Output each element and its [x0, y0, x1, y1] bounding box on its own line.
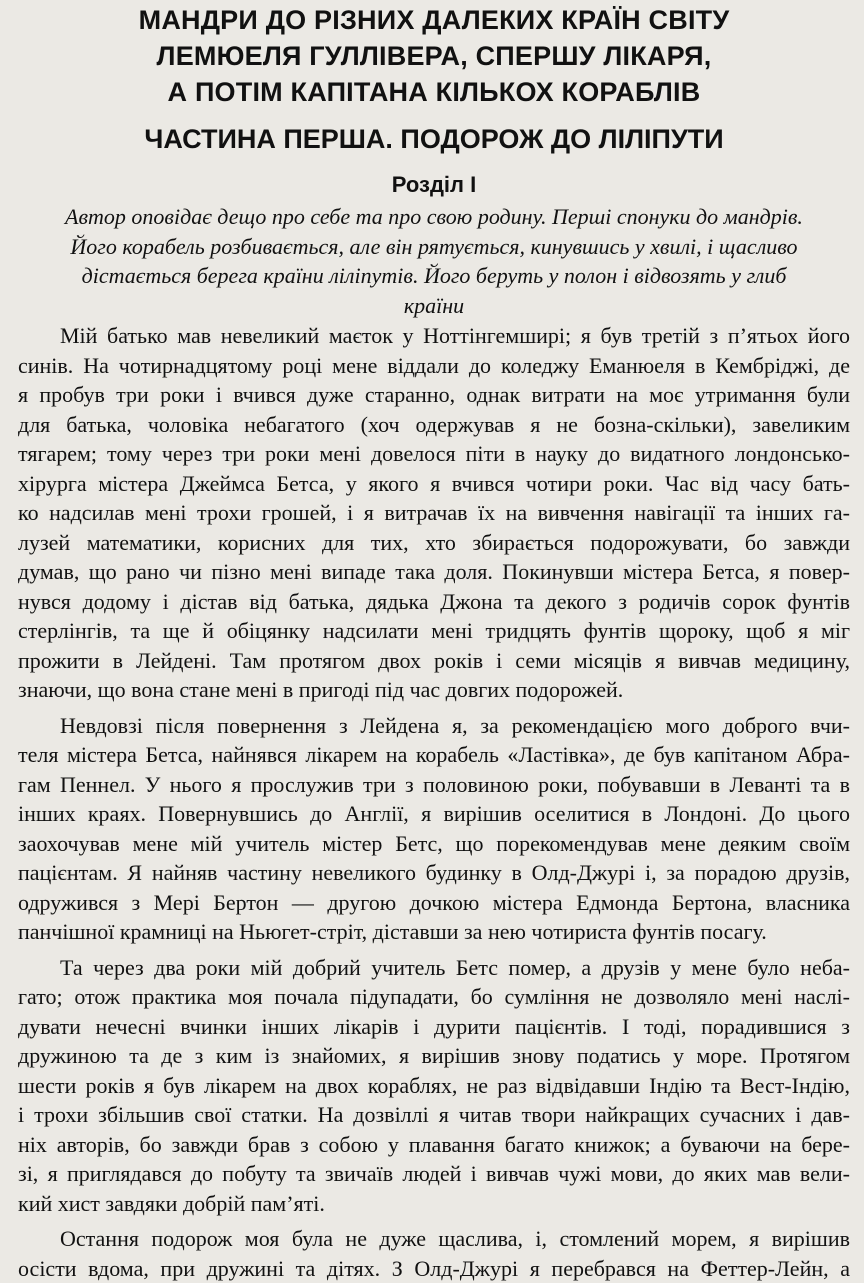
paragraph-line: синів. На чотирнадцятому році мене віддали до коледжу Еманюеля в Кембріджі, де — [18, 351, 850, 381]
paragraph-line: і трохи збільшив свої статки. На дозвіллі я читав твори найкращих сучасних і дав- — [18, 1100, 850, 1130]
paragraph-line: ко надсилав мені трохи грошей, і я витрачав їх на вивчення навігації та інших га- — [18, 498, 850, 528]
paragraph-line: для батька, чоловіка небагатого (хоч одержував я не бозна-скільки), завеликим — [18, 410, 850, 440]
book-title-line: ЛЕМЮЕЛЯ ГУЛЛІВЕРА, СПЕРШУ ЛІКАРЯ, — [18, 38, 850, 74]
paragraph-line: дувати нечесні вчинки інших лікарів і дурити пацієнтів. І тоді, порадившися з — [18, 1012, 850, 1042]
paragraph-line: нувся додому і дістав від батька, дядька Джона та декого з родичів сорок фунтів — [18, 587, 850, 617]
chapter-summary — [18, 202, 850, 320]
part-title: ЧАСТИНА ПЕРША. ПОДОРОЖ ДО ЛІЛІПУТИ — [18, 120, 850, 158]
paragraph-line: теля містера Бетса, найнявся лікарем на корабель «Ластівка», де був капітаном Абра- — [18, 740, 850, 770]
summary-line: дістається берега країни ліліпутів. Його беруть у полон і відвозять у глиб — [18, 261, 850, 291]
paragraph-line: осісти вдома, при дружині та дітях. З Олд-Джурі я перебрався на Феттер-Лейн, а — [18, 1254, 850, 1283]
body-paragraph — [18, 1224, 850, 1283]
paragraph-line: прожити в Лейдені. Там протягом двох років і семи місяців я вивчав медицину, — [18, 646, 850, 676]
paragraph-line: лузей математики, корисних для тих, хто збирається подорожувати, бо завжди — [18, 528, 850, 558]
paragraph-line: Мій батько мав невеликий маєток у Ноттінгемширі; я був третій з п’ятьох його — [18, 321, 850, 351]
body-paragraph — [18, 321, 850, 705]
paragraph-line: заохочував мене мій учитель містер Бетс, що порекомендував мене деяким своїм — [18, 829, 850, 859]
paragraph-line: пацієнтам. Я найняв частину невеликого будинку в Олд-Джурі і, за порадою друзів, — [18, 858, 850, 888]
body-paragraph — [18, 711, 850, 947]
paragraph-line: інших краях. Повернувшись до Англії, я вирішив оселитися в Лондоні. До цього — [18, 799, 850, 829]
paragraph-line: знаючи, що вона стане мені в пригоді під час довгих подорожей. — [18, 675, 850, 705]
book-title-line: А ПОТІМ КАПІТАНА КІЛЬКОХ КОРАБЛІВ — [18, 74, 850, 110]
paragraph-line: думав, що рано чи пізно мені випаде така доля. Покинувши містера Бетса, я повер- — [18, 557, 850, 587]
body-paragraph — [18, 953, 850, 1219]
summary-line: країни — [18, 291, 850, 321]
body-text — [18, 321, 850, 1283]
book-title — [18, 2, 850, 110]
paragraph-line: тягарем; тому через три роки мені довелося піти в науку до видатного лондонсько- — [18, 439, 850, 469]
paragraph-line: шести років я був лікарем на двох кораблях, не раз відвідавши Індію та Вест-Індію, — [18, 1071, 850, 1101]
paragraph-line: зі, я приглядався до побуту та звичаїв людей і вивчав чужі мови, до яких мав вели- — [18, 1159, 850, 1189]
chapter-title: Розділ І — [18, 170, 850, 200]
paragraph-line: панчішної крамниці на Ньюгет-стріт, діставши за нею чотириста фунтів посагу. — [18, 917, 850, 947]
paragraph-line: гато; отож практика моя почала підупадати, бо сумління не дозволяло мені наслі- — [18, 982, 850, 1012]
paragraph-line: ніх авторів, бо завжди брав з собою у плавання багато книжок; а буваючи на бере- — [18, 1130, 850, 1160]
paragraph-line: стерлінгів, та ще й обіцянку надсилати мені тридцять фунтів щороку, щоб я міг — [18, 616, 850, 646]
paragraph-line: одружився з Мері Бертон — другою дочкою містера Едмонда Бертона, власника — [18, 888, 850, 918]
summary-line: Його корабель розбивається, але він рятується, кинувшись у хвилі, і щасливо — [18, 232, 850, 262]
paragraph-line: дружиною та де з ким із знайомих, я вирішив знову податись у море. Протягом — [18, 1041, 850, 1071]
paragraph-line: кий хист завдяки добрій пам’яті. — [18, 1189, 850, 1219]
paragraph-line: гам Пеннел. У нього я прослужив три з половиною роки, побувавши в Леванті та в — [18, 770, 850, 800]
paragraph-line: Та через два роки мій добрий учитель Бетс помер, а друзів у мене було неба- — [18, 953, 850, 983]
paragraph-line: Остання подорож моя була не дуже щаслива, і, стомлений морем, я вирішив — [18, 1224, 850, 1254]
book-title-line: МАНДРИ ДО РІЗНИХ ДАЛЕКИХ КРАЇН СВІТУ — [18, 2, 850, 38]
paragraph-line: я пробув три роки і вчився дуже старанно, однак витрати на моє утримання були — [18, 380, 850, 410]
summary-line: Автор оповідає дещо про себе та про свою родину. Перші спонуки до мандрів. — [18, 202, 850, 232]
paragraph-line: хірурга містера Джеймса Бетса, у якого я вчився чотири роки. Час від часу бать- — [18, 469, 850, 499]
paragraph-line: Невдовзі після повернення з Лейдена я, за рекомендацією мого доброго вчи- — [18, 711, 850, 741]
